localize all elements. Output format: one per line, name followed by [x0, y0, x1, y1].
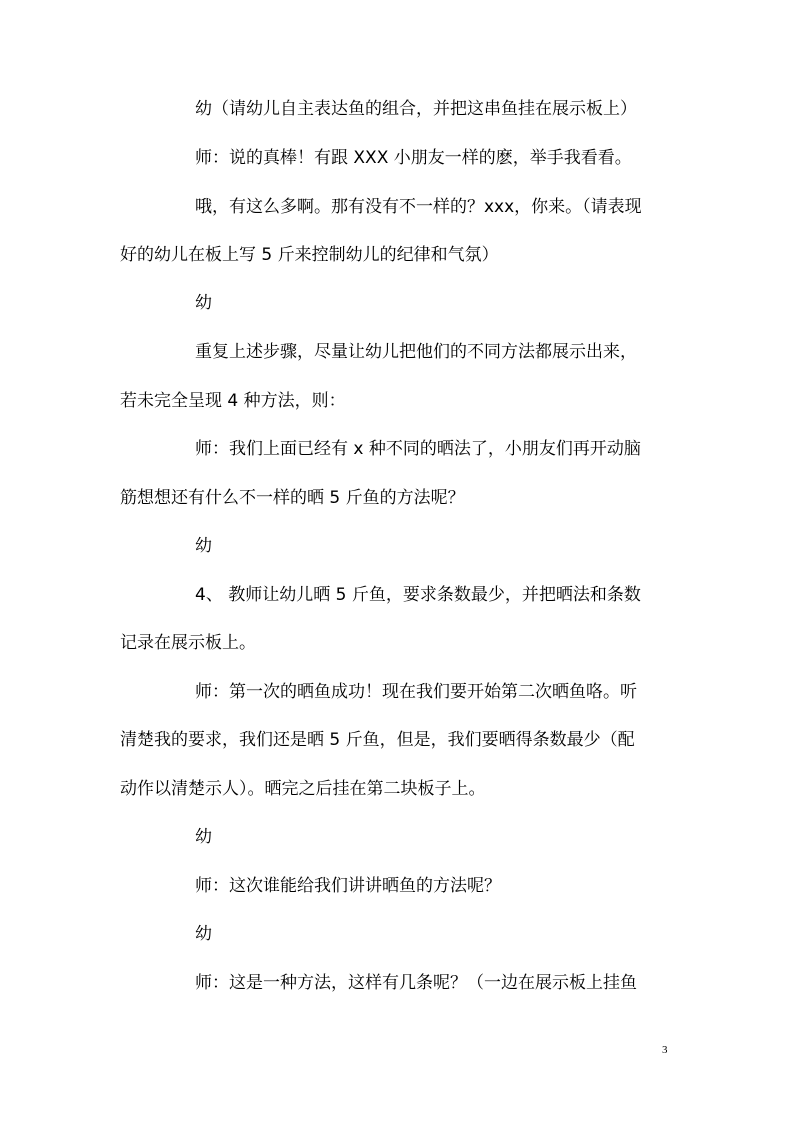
- text-line: 师：说的真棒！有跟 XXX 小朋友一样的麽，举手我看看。: [195, 148, 632, 168]
- page-number: 3: [662, 1044, 668, 1056]
- text-line: 哦，有这么多啊。那有没有不一样的？xxx，你来。（请表现: [195, 197, 642, 217]
- text-line: 幼: [195, 536, 212, 556]
- text-line: 幼: [195, 924, 212, 944]
- text-line: 师：第一次的晒鱼成功！现在我们要开始第二次晒鱼咯。听: [195, 682, 637, 702]
- text-line: 动作以清楚示人）。晒完之后挂在第二块板子上。: [120, 779, 486, 799]
- text-line: 若未完全呈现 4 种方法，则：: [120, 391, 346, 411]
- text-line: 幼（请幼儿自主表达鱼的组合，并把这串鱼挂在展示板上）: [195, 99, 637, 119]
- text-line: 师：这是一种方法，这样有几条呢？（一边在展示板上挂鱼: [195, 973, 637, 993]
- text-line: 幼: [195, 827, 212, 847]
- text-line: 师：我们上面已经有 x 种不同的晒法了，小朋友们再开动脑: [195, 439, 641, 459]
- text-line: 好的幼儿在板上写 5 斤来控制幼儿的纪律和气氛）: [120, 245, 499, 265]
- text-line: 幼: [195, 293, 212, 313]
- text-line: 重复上述步骤，尽量让幼儿把他们的不同方法都展示出来，: [195, 342, 637, 362]
- text-line: 师：这次谁能给我们讲讲晒鱼的方法呢？: [195, 876, 501, 896]
- text-line: 记录在展示板上。: [120, 633, 256, 653]
- text-line: 4、 教师让幼儿晒 5 斤鱼，要求条数最少，并把晒法和条数: [195, 585, 641, 605]
- text-line: 清楚我的要求，我们还是晒 5 斤鱼，但是，我们要晒得条数最少（配: [120, 730, 635, 750]
- text-line: 筋想想还有什么不一样的晒 5 斤鱼的方法呢？: [120, 488, 465, 508]
